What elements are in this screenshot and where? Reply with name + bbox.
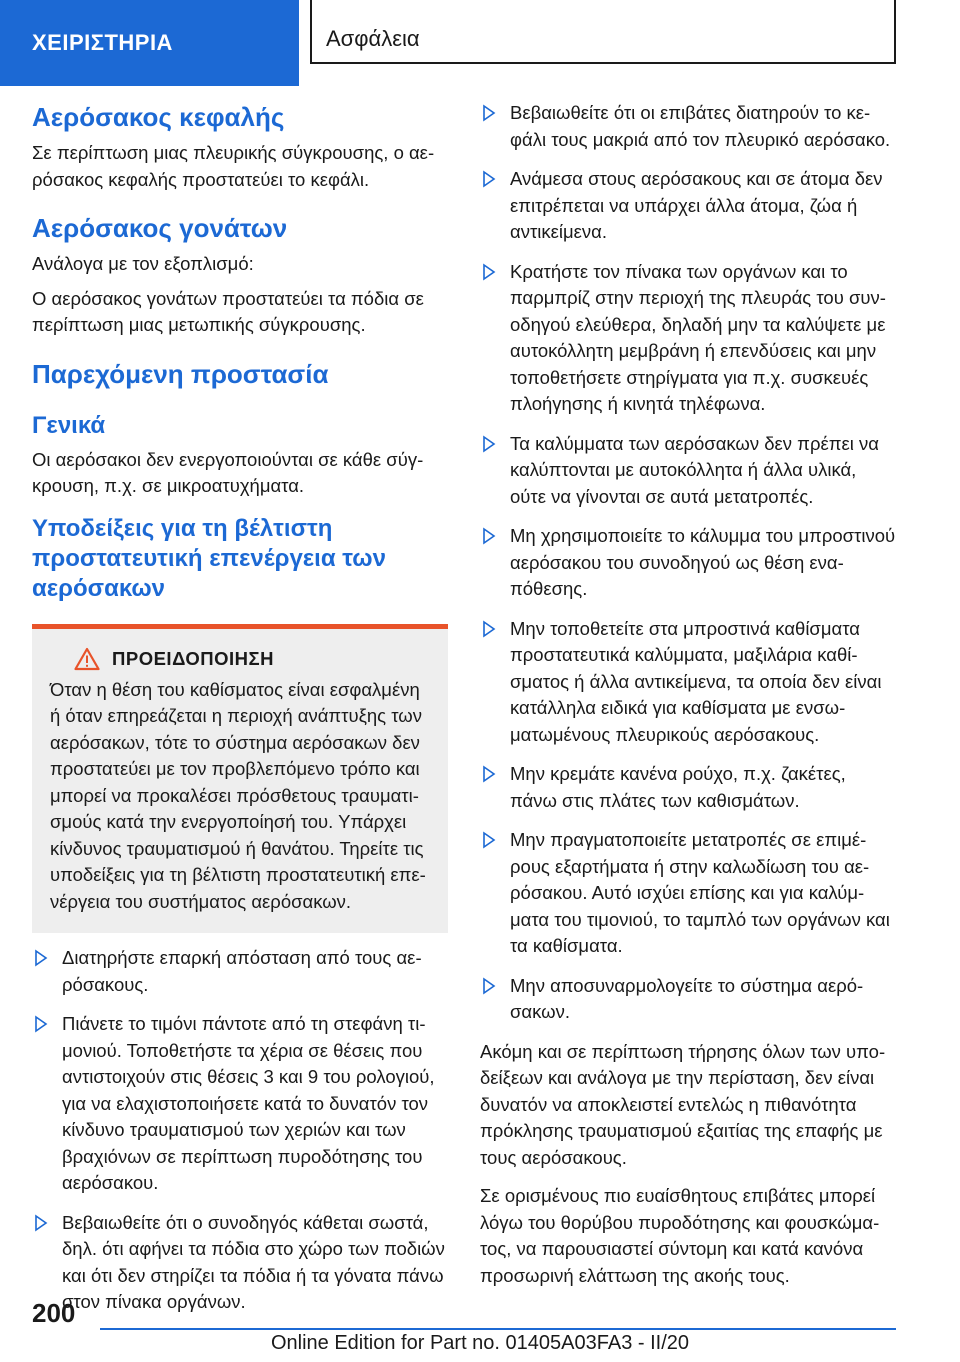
right-bullet-list: [480, 100, 896, 1026]
section-label: Ασφάλεια: [326, 26, 420, 51]
bullet-triangle-icon: [482, 170, 496, 188]
right-column: [480, 100, 896, 1301]
heading-protection: Παρεχόμενη προστασία: [32, 358, 329, 389]
heading-general: Γενικά: [32, 411, 106, 439]
bullet-triangle-icon: [482, 620, 496, 638]
heading-head-airbag: Αερόσακος κεφαλής: [32, 102, 285, 132]
paragraph-general: Οι αερόσακοι δεν ενεργοποιούνται σε κάθε σύγκρουση, π.χ. σε μικροατυχήματα.: [32, 448, 424, 496]
list-item: [32, 1210, 448, 1316]
list-item-text: Βεβαιωθείτε ότι ο συνοδηγός κάθεται σωστά, δηλ. ότι αφήνει τα πόδια στο χώρο των ποδιών και ότι δεν στηρίζει τα πόδια ή τα γόνατα πάνω στον πίνακα οργάνων.: [62, 1211, 445, 1312]
list-item-text: Κρατήστε τον πίνακα των οργάνων και το παρμπρίζ στην περιοχή της πλευράς του συνοδηγού ελεύθερα, δηλαδή μην τα καλύψετε με αυτοκόλλητη μεμβράνη ή επενδύσεις και μην τοποθετήσετε στηρίγματα για π.χ. συσκευές πλοήγησης ή κινητά τηλέφωνα.: [510, 260, 886, 414]
warning-box: [32, 624, 448, 934]
header-rule: [312, 62, 896, 64]
list-item: [480, 827, 896, 960]
paragraph-head-airbag: Σε περίπτωση μιας πλευρικής σύγκρουσης, ο αερόσακος κεφαλής προστατεύει το κεφάλι.: [32, 142, 435, 190]
paragraph-residual-risk: Ακόμη και σε περίπτωση τήρησης όλων των υποδείξεων και ανάλογα με την περίσταση, δεν είναι δυνατόν να αποκλειστεί εντελώς η πιθανότητα πρόκλησης τραυματισμού εξαιτίας της επαφής με τους αερόσακους.: [480, 1040, 886, 1168]
warning-header: [50, 647, 430, 671]
heading-tips: Υποδείξεις για τη βέλτιστη προστατευτική επενέργεια των αερόσακων: [32, 514, 386, 602]
bullet-triangle-icon: [482, 435, 496, 453]
list-item-text: Μην πραγματοποιείτε μετατροπές σε επιμέρους εξαρτήματα ή στην καλωδίωση του αερόσακου. Αυτό ισχύει επίσης και για καλύμματα του τιμονιού, το ταμπλό των οργάνων και τα καθίσματα.: [510, 829, 890, 956]
list-item-text: Τα καλύμματα των αερόσακων δεν πρέπει να καλύπτονται με αυτοκόλλητα ή άλλα υλικά, ούτε να γίνονται σε αυτά μετατροπές.: [510, 432, 879, 507]
bullet-triangle-icon: [34, 1015, 48, 1033]
warning-triangle-icon: [74, 647, 100, 671]
list-item-text: Πιάνετε το τιμόνι πάντοτε από τη στεφάνη τιμονιού. Τοποθετήστε τα χέρια σε θέσεις που αντιστοιχούν στις θέσεις 3 και 9 του ρολογιού, για να ελαχιστοποιήσετε κατά το δυνατόν τον κίνδυνο τραυματισμού των χεριών και των βραχιόνων σε περίπτωση πυροδότησης του αερόσακου.: [62, 1013, 435, 1193]
list-item-text: Ανάμεσα στους αερόσακους και σε άτομα δεν επιτρέπεται να υπάρχει άλλα άτομα, ζώα ή αντικείμενα.: [510, 168, 883, 242]
list-item: [480, 259, 896, 418]
list-item-text: Διατηρήστε επαρκή απόσταση από τους αερόσακους.: [62, 947, 422, 995]
list-item: [480, 100, 896, 153]
page-header: [0, 0, 960, 86]
edition-note: Online Edition for Part no. 01405A03FA3 - II/20: [270, 1332, 690, 1354]
bullet-triangle-icon: [482, 104, 496, 122]
left-column: [32, 100, 448, 1329]
chapter-label: ΧΕΙΡΙΣΤΗΡΙΑ: [32, 30, 173, 55]
chapter-tab: [0, 0, 299, 86]
bullet-triangle-icon: [482, 527, 496, 545]
bullet-triangle-icon: [482, 831, 496, 849]
list-item-text: Μην αποσυναρμολογείτε το σύστημα αερόσακων.: [510, 974, 864, 1022]
page-number: 200: [32, 1298, 76, 1328]
header-right-rule: [894, 0, 896, 64]
list-item: [480, 973, 896, 1026]
list-item: [32, 1011, 448, 1197]
bullet-triangle-icon: [482, 977, 496, 995]
warning-text: Όταν η θέση του καθίσματος είναι εσφαλμένη ή όταν επηρεάζεται η περιοχή ανάπτυξης των αερόσακων, τότε το σύστημα αερόσακων δεν προστατεύει με τον προβλεπόμενο τρόπο και μπορεί να προκαλέσει πρόσθετους τραυματισμούς κατά την ενεργοποίησή του. Υπάρχει κίνδυνος τραυματισμού ή θανάτου. Τηρείτε τις υποδείξεις για τη βέλτιστη προστατευτική επενέργεια του συστήματος αερόσακων.: [50, 678, 426, 912]
paragraph-hearing: Σε ορισμένους πιο ευαίσθητους επιβάτες μπορεί λόγω του θορύβου πυροδότησης και φουσκώματος, να παρουσιαστεί σύντομη και κατά κανόνα προσωρινή ελάττωση της ακοής τους.: [480, 1185, 880, 1286]
warning-title: ΠΡΟΕΙΔΟΠΟΙΗΣΗ: [112, 647, 274, 669]
left-bullet-list: [32, 945, 448, 1316]
list-item: [480, 761, 896, 814]
bullet-triangle-icon: [482, 263, 496, 281]
list-item: [32, 945, 448, 998]
list-item-text: Μην τοποθετείτε στα μπροστινά καθίσματα προστατευτικά καλύμματα, μαξιλάρια καθίσματος ή άλλα αντικείμενα, τα οποία δεν είναι κατάλληλα ειδικά για καθίσματα με ενσωματωμένους πλευρικούς αερόσακους.: [510, 617, 882, 745]
paragraph-knee-airbag: Ο αερόσακος γονάτων προστατεύει τα πόδια σε περίπτωση μιας μετωπικής σύγκρουσης.: [32, 287, 424, 335]
footer-rule: [100, 1328, 896, 1330]
bullet-triangle-icon: [34, 1214, 48, 1232]
bullet-triangle-icon: [34, 949, 48, 967]
list-item-text: Μη χρησιμοποιείτε το κάλυμμα του μπροστινού αερόσακου του συνοδηγού ως θέση εναπόθεσης.: [510, 525, 896, 599]
header-divider: [310, 0, 312, 64]
bullet-triangle-icon: [482, 765, 496, 783]
list-item: [480, 616, 896, 749]
heading-knee-airbag: Αερόσακος γονάτων: [32, 213, 288, 243]
list-item: [480, 431, 896, 511]
list-item-text: Βεβαιωθείτε ότι οι επιβάτες διατηρούν το κεφάλι τους μακριά από τον πλευρικό αερόσακο.: [510, 102, 891, 150]
list-item: [480, 523, 896, 603]
list-item-text: Μην κρεμάτε κανένα ρούχο, π.χ. ζακέτες, πάνω στις πλάτες των καθισμάτων.: [510, 763, 846, 811]
paragraph-knee-equipment: Ανάλογα με τον εξοπλισμό:: [32, 253, 254, 274]
list-item: [480, 166, 896, 246]
